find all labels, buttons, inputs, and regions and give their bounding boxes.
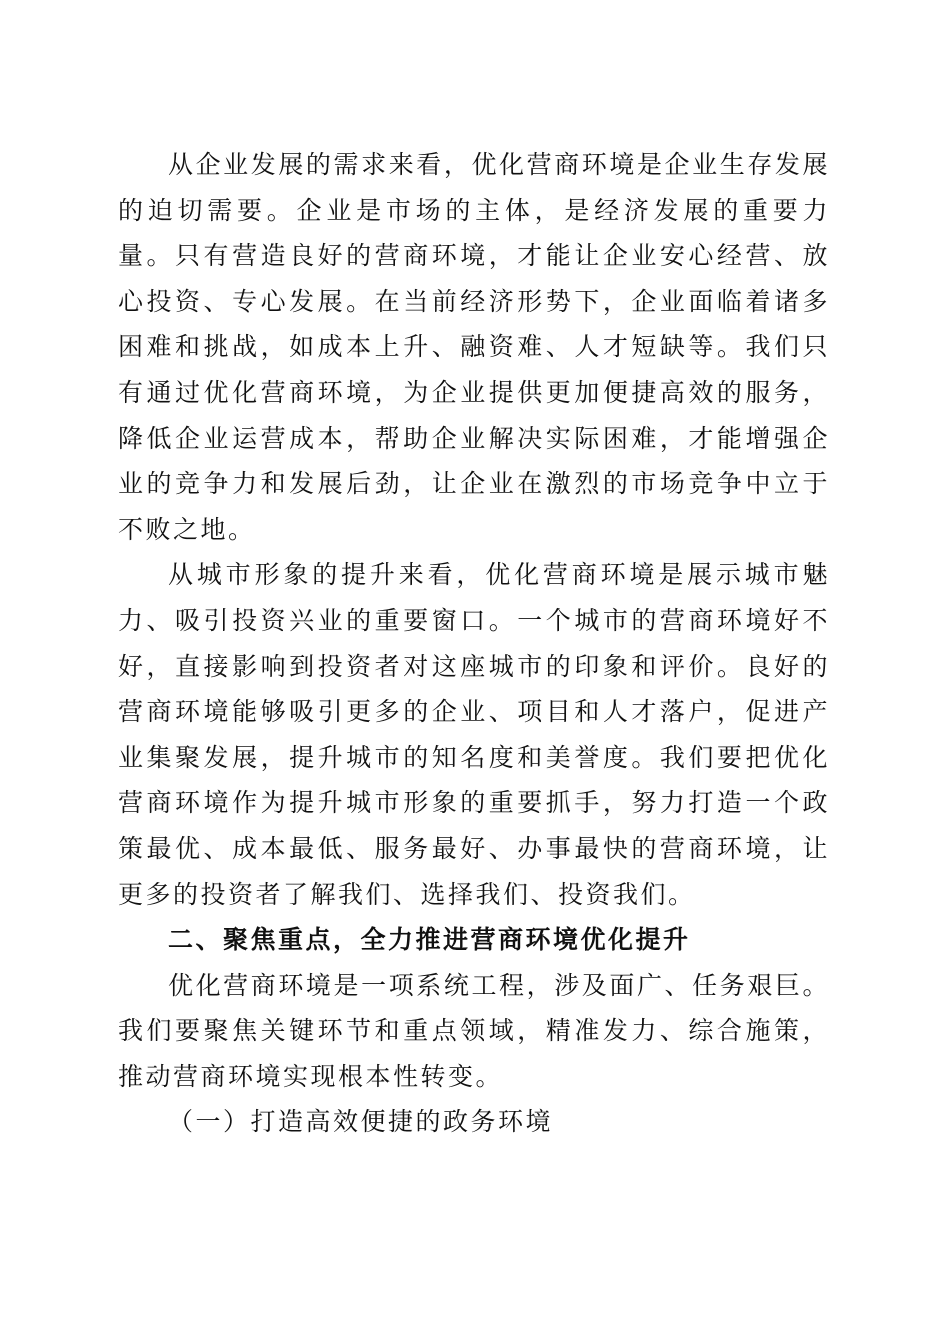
document-body [118, 142, 830, 1145]
paragraph-section-intro: 优化营商环境是一项系统工程，涉及面广、任务艰巨。我们要聚焦关键环节和重点领域，精准发力、综合施策，推动营商环境实现根本性转变。 [118, 970, 830, 1091]
subsection-heading: （一）打造高效便捷的政务环境 [168, 1107, 554, 1137]
paragraph-city-image: 从城市形象的提升来看，优化营商环境是展示城市魅力、吸引投资兴业的重要窗口。一个城市的营商环境好不好，直接影响到投资者对这座城市的印象和评价。良好的营商环境能够吸引更多的企业、项目和人才落户，促进产业集聚发展，提升城市的知名度和美誉度。我们要把优化营商环境作为提升城市形象的重要抓手，努力打造一个政策最优、成本最低、服务最好、办事最快的营商环境，让更多的投资者了解我们、选择我们、投资我们。 [118, 560, 830, 909]
paragraph-enterprise-development: 从企业发展的需求来看，优化营商环境是企业生存发展的迫切需要。企业是市场的主体，是经济发展的重要力量。只有营造良好的营商环境，才能让企业安心经营、放心投资、专心发展。在当前经济形势下，企业面临着诸多困难和挑战，如成本上升、融资难、人才短缺等。我们只有通过优化营商环境，为企业提供更加便捷高效的服务，降低企业运营成本，帮助企业解决实际困难，才能增强企业的竞争力和发展后劲，让企业在激烈的市场竞争中立于不败之地。 [118, 150, 830, 544]
section-heading: 二、聚焦重点，全力推进营商环境优化提升 [168, 925, 691, 955]
